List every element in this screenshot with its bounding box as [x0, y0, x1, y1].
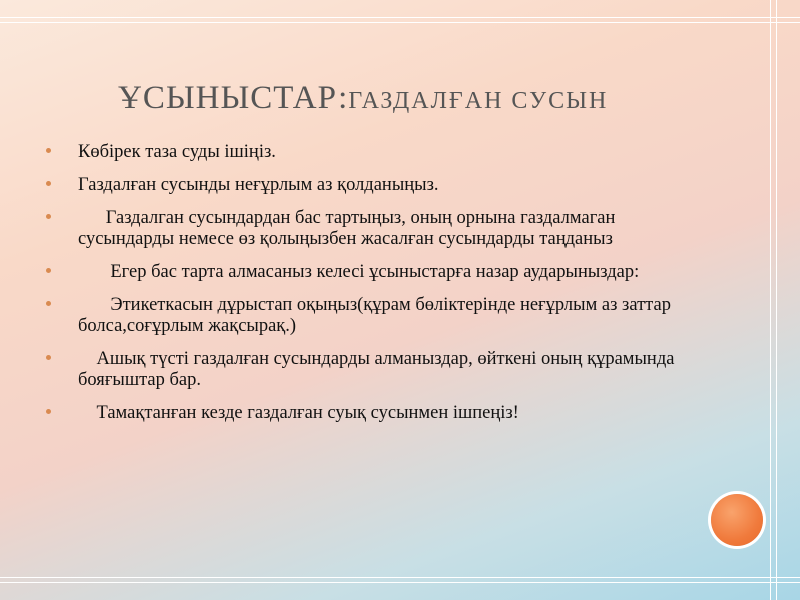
bullet-text: Ашық түсті газдалған сусындарды алманыздар, өйткені оның құрамында бояғыштар бар.: [78, 349, 680, 390]
frame-line-top-inner: [0, 22, 800, 23]
slide-title-main: ҰСЫНЫСТАР:: [118, 80, 349, 116]
frame-line-bottom-inner: [0, 582, 800, 583]
bullet-dot-icon: [46, 268, 51, 273]
slide-title: [118, 80, 608, 117]
slide-title-sub: ГАЗДАЛҒАН СУСЫН: [348, 88, 609, 114]
bullet-dot-icon: [46, 355, 51, 360]
bullet-dot-icon: [46, 148, 51, 153]
frame-line-right-inner: [776, 0, 777, 600]
bullet-text: Тамақтанған кезде газдалған суық сусынмен ішпеңіз!: [78, 403, 519, 423]
bullet-dot-icon: [46, 214, 51, 219]
bullet-item: [44, 349, 694, 391]
bullet-dot-icon: [46, 301, 51, 306]
bullet-item: [44, 262, 694, 283]
bullet-text: Этикеткасын дұрыстап оқыңыз(құрам бөліктерінде неғұрлым аз заттар болса,соғұрлым жақсырақ.): [78, 295, 676, 336]
bullet-dot-icon: [46, 409, 51, 414]
frame-line-bottom: [0, 577, 800, 578]
bullet-text: Газдалган сусындардан бас тартыңыз, оның орнына газдалмаган сусындарды немесе өз қолыңызбен жасалған сусындарды таңданыз: [78, 208, 621, 249]
bullet-item: [44, 175, 694, 196]
bullet-text: Газдалған сусынды неғұрлым аз қолданыңыз.: [78, 175, 439, 195]
bullet-list: [44, 142, 694, 436]
bullet-item: [44, 208, 694, 250]
frame-line-top: [0, 17, 800, 18]
bullet-text: Егер бас тарта алмасаныз келесі ұсыныстарға назар аударыныздар:: [78, 262, 640, 282]
decorative-circle-icon: [711, 494, 763, 546]
frame-line-right: [770, 0, 771, 600]
bullet-item: [44, 403, 694, 424]
bullet-item: [44, 295, 694, 337]
bullet-text: Көбірек таза суды ішіңіз.: [78, 142, 276, 162]
bullet-item: [44, 142, 694, 163]
bullet-dot-icon: [46, 181, 51, 186]
